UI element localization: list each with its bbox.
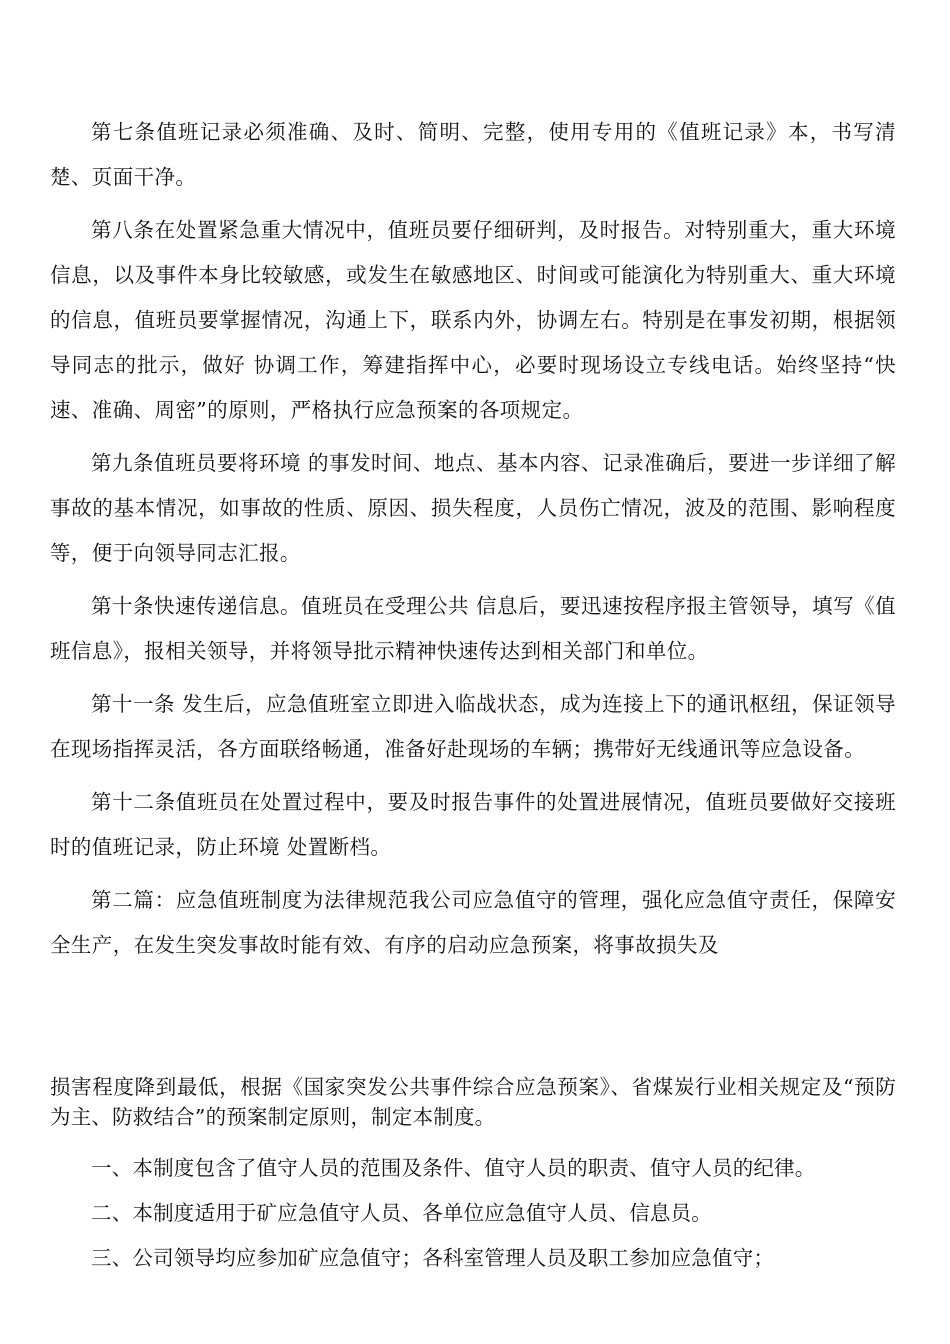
paragraph-article-7: 第七条值班记录必须准确、及时、简明、完整，使用专用的《值班记录》本，书写清楚、页面干净。	[50, 120, 896, 189]
paragraph-article-11: 第十一条 发生后，应急值班室立即进入临战状态，成为连接上下的通讯枢纽，保证领导在现场指挥灵活，各方面联络畅通，准备好赴现场的车辆；携带好无线通讯等应急设备。	[50, 692, 896, 761]
document-body-continued	[50, 1072, 896, 1281]
paragraph-article-10: 第十条快速传递信息。值班员在受理公共 信息后，要迅速按程序报主管领导，填写《值班信息》，报相关领导，并将领导批示精神快速传达到相关部门和单位。	[50, 594, 896, 663]
paragraph-article-8: 第八条在处置紧急重大情况中，值班员要仔细研判，及时报告。对特别重大，重大环境 信息，以及事件本身比较敏感，或发生在敏感地区、时间或可能演化为特别重大、重大环境 的信息，值班员要掌握情况，沟通上下，联系内外，协调左右。特别是在事发初期，根据领导同志的批示，做好 协调工作，筹建指挥中心，必要时现场设立专线电话。始终坚持“快速、准确、周密”的原则，严格执行应急预案的各项规定。	[50, 218, 896, 422]
list-item: 二、本制度适用于矿应急值守人员、各单位应急值守人员、信息员。	[91, 1201, 712, 1225]
paragraph-continuation: 损害程度降到最低，根据《国家突发公共事件综合应急预案》、省煤炭行业相关规定及“预防为主、防救结合”的预案制定原则，制定本制度。	[50, 1075, 896, 1129]
list-item: 三、公司领导均应参加矿应急值守；各科室管理人员及职工参加应急值守；	[91, 1246, 775, 1270]
paragraph-part-2-intro: 第二篇：应急值班制度为法律规范我公司应急值守的管理，强化应急值守责任，保障安全生产，在发生突发事故时能有效、有序的启动应急预案，将事故损失及	[50, 888, 896, 957]
document-body	[50, 110, 896, 976]
paragraph-article-12: 第十二条值班员在处置过程中，要及时报告事件的处置进展情况，值班员要做好交接班时的值班记录，防止环境 处置断档。	[50, 790, 896, 859]
list-item: 一、本制度包含了值守人员的范围及条件、值守人员的职责、值守人员的纪律。	[91, 1156, 816, 1180]
paragraph-article-9: 第九条值班员要将环境 的事发时间、地点、基本内容、记录准确后，要进一步详细了解事故的基本情况，如事故的性质、原因、损失程度，人员伤亡情况，波及的范围、影响程度等，便于向领导同志汇报。	[50, 451, 896, 565]
